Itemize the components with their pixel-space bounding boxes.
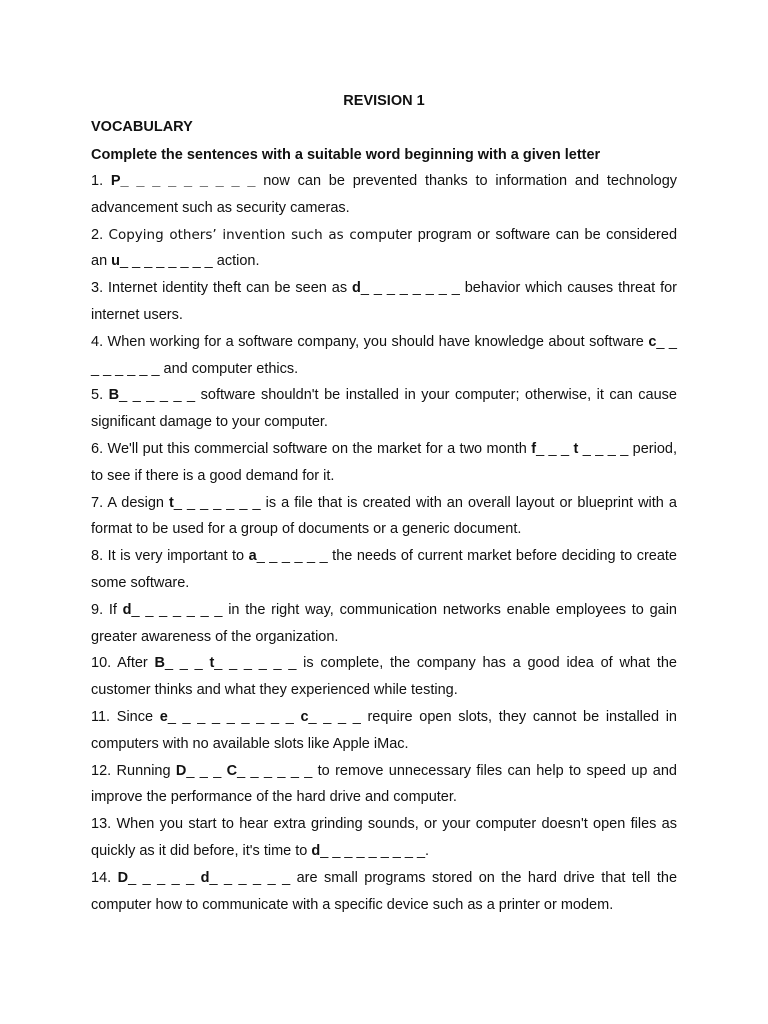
exercise-item (91, 543, 677, 597)
item-text: We'll put this commercial software on the market for a two month (107, 440, 532, 457)
item-text: ter program or software can be considered an (91, 226, 678, 270)
item-text: Internet identity theft can be seen as (108, 280, 353, 297)
item-number: 12. (91, 762, 112, 779)
item-text: _ _ _ _ _ _ the needs of current market before deciding to create some software. (91, 548, 677, 591)
exercise-item (91, 275, 677, 329)
clue-letter: t (169, 494, 174, 511)
item-text: _ _ _ _ _ _ are small programs stored on the hard drive that tell the computer how to communicate with a specific device such as a printer or modem. (91, 869, 678, 913)
item-text: Since (116, 708, 160, 725)
item-text: It is very important to (107, 548, 249, 565)
clue-letter: d (311, 842, 321, 859)
item-text: _ _ _ (186, 762, 227, 779)
item-text: _ _ _ _ _ _ _ _ and computer ethics. (91, 333, 677, 377)
document-page (91, 88, 677, 918)
clue-letter: c (300, 708, 309, 725)
item-text: When working for a software company, you should have knowledge about software (107, 333, 649, 350)
item-text: _ _ _ _ period, to see if there is a good demand for it. (91, 440, 678, 484)
clue-letter: u (111, 253, 121, 270)
clue-letter: D (117, 869, 129, 886)
exercise-item (91, 490, 677, 544)
item-text: _ _ _ (536, 440, 574, 457)
clue-letter: P_ _ _ _ _ _ _ _ _ (110, 173, 256, 189)
item-number: 13. (91, 816, 112, 833)
item-text: _ _ _ _ _ (128, 869, 201, 886)
item-text: If (108, 601, 123, 618)
item-number: 10. (91, 655, 112, 672)
item-text: _ _ _ _ _ _ _ _ _. (320, 842, 430, 859)
clue-letter: c (648, 333, 657, 350)
item-number: 7. (91, 494, 104, 511)
item-text: _ _ _ _ _ _ _ in the right way, communication networks enable employees to gain greater awareness of the organization. (91, 601, 678, 645)
item-number: 9. (91, 601, 104, 618)
item-text: _ _ _ _ _ _ _ _ _ (167, 708, 301, 725)
item-text: _ _ _ _ _ _ _ _ behavior which causes threat for internet users. (91, 280, 677, 323)
item-number: 11. (91, 708, 111, 725)
item-text: _ _ _ _ _ _ _ is a file that is created with an overall layout or blueprint with a format to be used for a group of documents or a generic document. (91, 494, 677, 538)
page-title: REVISION 1 (343, 93, 425, 109)
item-number: 6. (91, 440, 104, 457)
item-text: _ _ _ _ _ _ to remove unnecessary files can help to speed up and improve the performance of the hard drive and computer. (91, 762, 677, 806)
exercise-item (91, 329, 677, 383)
clue-letter: D (175, 762, 187, 779)
item-text: _ _ _ _ _ _ software shouldn't be installed in your computer; otherwise, it can cause significant damage to your computer. (91, 387, 677, 431)
item-text: After (117, 655, 155, 672)
exercise-item (91, 650, 677, 704)
clue-letter: a (248, 548, 257, 565)
exercise-item (91, 865, 677, 919)
exercise-item (91, 597, 677, 651)
exercise-item (91, 704, 677, 758)
clue-letter: d (352, 280, 361, 297)
item-text: Copying others’ invention such as compu (108, 226, 396, 243)
item-text: Running (116, 762, 176, 779)
exercise-item (91, 222, 677, 276)
item-text: _ _ _ (164, 655, 210, 672)
section-heading: VOCABULARY (91, 119, 193, 135)
clue-letter: B (108, 387, 120, 404)
item-number: 8. (91, 548, 104, 565)
clue-letter: t (209, 655, 215, 672)
exercise-item (91, 436, 677, 490)
item-number: 4. (91, 333, 104, 350)
clue-letter: d (200, 869, 210, 886)
item-text: A design (107, 494, 170, 511)
item-number: 2. (91, 226, 104, 243)
clue-letter: C (226, 762, 238, 779)
clue-letter: e (159, 708, 168, 725)
item-number: 5. (91, 387, 104, 404)
exercise-item (91, 811, 677, 865)
clue-letter: d (122, 601, 132, 618)
exercise-item (91, 758, 677, 812)
exercise-list (91, 168, 677, 918)
exercise-item (91, 168, 677, 222)
item-number: 14. (91, 869, 112, 886)
item-text: _ _ _ _ _ _ _ _ action. (120, 253, 260, 270)
item-text: _ _ _ _ require open slots, they cannot be installed in computers with no available slots like Apple iMac. (91, 708, 677, 752)
clue-letter: B (154, 655, 165, 672)
item-number: 1. (91, 173, 104, 189)
clue-letter: f (531, 440, 537, 457)
item-text: _ _ _ _ _ _ is complete, the company has a good idea of what the customer thinks and what they experienced while testing. (91, 655, 677, 699)
clue-letter: t (573, 440, 579, 457)
item-text: When you start to hear extra grinding sounds, or your computer doesn't open files as quickly as it did before, it's time to (91, 816, 677, 859)
exercise-item (91, 382, 677, 436)
item-number: 3. (91, 280, 104, 297)
item-text: now can be prevented thanks to information and technology advancement such as security cameras. (91, 173, 678, 216)
instructions: Complete the sentences with a suitable word beginning with a given letter (91, 147, 601, 163)
